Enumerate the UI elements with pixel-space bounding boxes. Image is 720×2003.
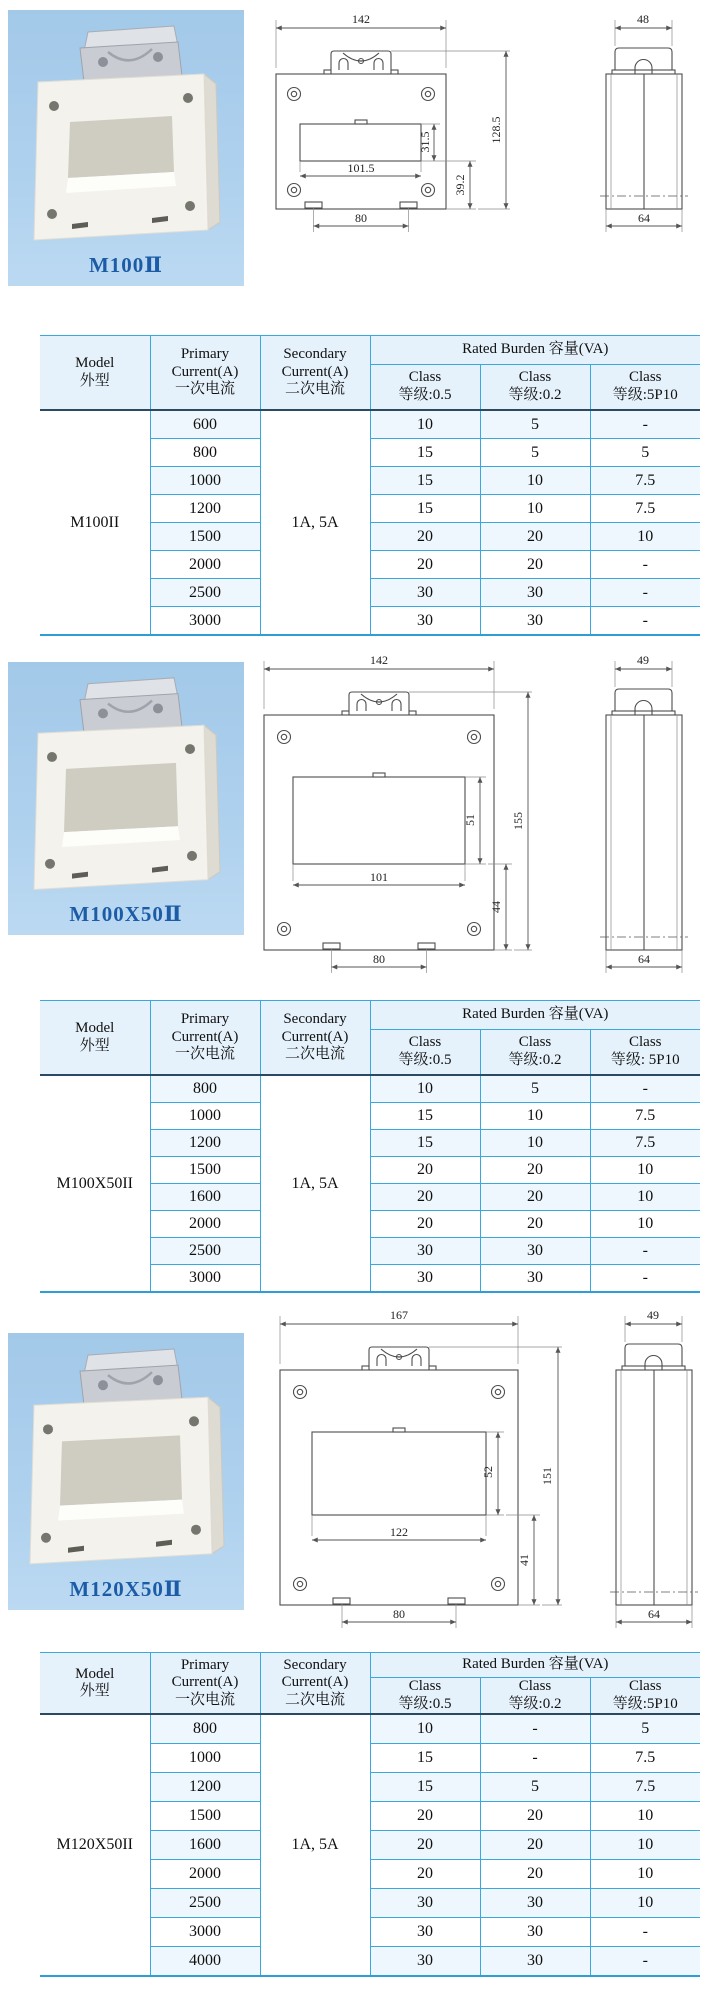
class02-cell: 5	[480, 1773, 590, 1802]
col-header-model: Model 外型	[40, 1001, 150, 1075]
class5p10-cell: 10	[590, 523, 700, 551]
primary-cell: 2500	[150, 1238, 260, 1265]
window-outline	[293, 777, 465, 864]
class02-cell: 5	[480, 439, 590, 467]
class5p10-cell: 7.5	[590, 1103, 700, 1130]
dim-bottom: 39.2	[453, 174, 467, 196]
dim-width: 167	[390, 1308, 408, 1322]
front-view-drawing-m100x50ii	[248, 645, 568, 981]
class02-cell: 30	[480, 1918, 590, 1947]
class05-cell: 15	[370, 1744, 480, 1773]
dim-bottom: 41	[517, 1554, 531, 1566]
col-header-primary: Primary Current(A) 一次电流	[150, 1653, 260, 1714]
primary-cell: 1600	[150, 1184, 260, 1211]
col-header-secondary: Secondary Current(A) 二次电流	[260, 1001, 370, 1075]
class5p10-cell: 7.5	[590, 467, 700, 495]
class05-cell: 20	[370, 1184, 480, 1211]
terminal-block	[80, 1349, 182, 1405]
window-outline	[300, 124, 421, 161]
front-view-drawing-m120x50ii	[250, 1300, 605, 1640]
dim-height: 155	[511, 812, 525, 830]
class02-cell: 5	[480, 1075, 590, 1103]
primary-cell: 2500	[150, 579, 260, 607]
table-header	[40, 1001, 700, 1075]
class02-cell: 20	[480, 1184, 590, 1211]
model-label: M100X50Ⅱ	[69, 902, 183, 926]
class02-cell: 20	[480, 523, 590, 551]
class5p10-cell: -	[590, 1265, 700, 1292]
class05-cell: 20	[370, 1860, 480, 1889]
class5p10-cell: 7.5	[590, 1744, 700, 1773]
class05-cell: 10	[370, 410, 480, 439]
col-header-model: Model 外型	[40, 1653, 150, 1714]
class05-cell: 20	[370, 1157, 480, 1184]
table-header	[40, 336, 700, 410]
primary-cell: 800	[150, 1714, 260, 1744]
col-header-class5p10: Class 等级: 5P10	[590, 1030, 700, 1076]
dim-mount: 80	[393, 1607, 405, 1621]
table-header	[40, 1653, 700, 1714]
primary-cell: 3000	[150, 607, 260, 635]
dim-bottom: 44	[489, 901, 503, 913]
spec-table-m100x50ii	[40, 1000, 700, 1293]
spec-table-m120x50ii	[40, 1652, 700, 1977]
class5p10-cell: 10	[590, 1860, 700, 1889]
product-photo	[8, 662, 244, 935]
col-header-burden: Rated Burden 容量(VA)	[370, 1653, 700, 1678]
dim-inner-width: 101	[370, 870, 388, 884]
model-cell: M120X50II	[40, 1714, 150, 1975]
class5p10-cell: 7.5	[590, 495, 700, 523]
dim-side-bottom: 64	[648, 1607, 660, 1621]
model-cell: M100II	[40, 410, 150, 634]
transformer-body	[30, 1397, 224, 1564]
terminal-cap	[342, 692, 416, 716]
table-row	[40, 410, 700, 439]
col-header-class05: Class 等级:0.5	[370, 1678, 480, 1715]
product-photo	[8, 1333, 244, 1610]
dim-side-bottom: 64	[638, 952, 650, 966]
col-header-class5p10: Class 等级:5P10	[590, 1678, 700, 1715]
primary-cell: 1200	[150, 495, 260, 523]
model-label: M120X50Ⅱ	[69, 1577, 183, 1601]
col-header-class02: Class 等级:0.2	[480, 1030, 590, 1076]
dim-inner-height: 51	[463, 814, 477, 826]
class5p10-cell: 10	[590, 1184, 700, 1211]
class05-cell: 15	[370, 467, 480, 495]
primary-cell: 800	[150, 1075, 260, 1103]
primary-cell: 600	[150, 410, 260, 439]
secondary-cell: 1A, 5A	[260, 1714, 370, 1975]
window-opening	[68, 116, 174, 178]
class02-cell: 30	[480, 1947, 590, 1976]
dim-width: 142	[352, 12, 370, 26]
class05-cell: 30	[370, 1238, 480, 1265]
dim-inner-width: 122	[390, 1525, 408, 1539]
window-outline	[312, 1432, 486, 1515]
class05-cell: 15	[370, 1773, 480, 1802]
class02-cell: 20	[480, 1157, 590, 1184]
class05-cell: 30	[370, 607, 480, 635]
front-view-drawing-m100ii	[248, 4, 568, 236]
col-header-class05: Class 等级:0.5	[370, 1030, 480, 1076]
window-opening	[64, 763, 178, 832]
dim-side-top: 48	[637, 12, 649, 26]
primary-cell: 1000	[150, 467, 260, 495]
class05-cell: 15	[370, 1130, 480, 1157]
class02-cell: 10	[480, 467, 590, 495]
col-header-burden: Rated Burden 容量(VA)	[370, 336, 700, 365]
class5p10-cell: 5	[590, 1714, 700, 1744]
col-header-model: Model 外型	[40, 336, 150, 410]
class05-cell: 20	[370, 1802, 480, 1831]
window-opening	[60, 1435, 182, 1505]
dim-inner-height: 52	[481, 1466, 495, 1478]
class05-cell: 20	[370, 1831, 480, 1860]
primary-cell: 3000	[150, 1918, 260, 1947]
class05-cell: 30	[370, 1265, 480, 1292]
class5p10-cell: -	[590, 551, 700, 579]
primary-cell: 1000	[150, 1103, 260, 1130]
class05-cell: 10	[370, 1714, 480, 1744]
col-header-primary: Primary Current(A) 一次电流	[150, 1001, 260, 1075]
primary-cell: 2000	[150, 551, 260, 579]
dim-side-top: 49	[637, 653, 649, 667]
class02-cell: 30	[480, 1238, 590, 1265]
class05-cell: 15	[370, 1103, 480, 1130]
class05-cell: 30	[370, 1918, 480, 1947]
dim-side-top: 49	[647, 1308, 659, 1322]
class5p10-cell: 10	[590, 1889, 700, 1918]
class02-cell: 30	[480, 579, 590, 607]
col-header-class05: Class 等级:0.5	[370, 365, 480, 411]
terminal-block	[80, 678, 182, 733]
primary-cell: 1500	[150, 523, 260, 551]
col-header-class5p10: Class 等级:5P10	[590, 365, 700, 411]
class05-cell: 15	[370, 439, 480, 467]
class02-cell: 20	[480, 1802, 590, 1831]
class5p10-cell: -	[590, 1075, 700, 1103]
spec-table-m100ii	[40, 335, 700, 636]
side-view-drawing-m100ii	[580, 4, 710, 236]
col-header-secondary: Secondary Current(A) 二次电流	[260, 336, 370, 410]
class5p10-cell: -	[590, 1947, 700, 1976]
dim-width: 142	[370, 653, 388, 667]
side-view-drawing-m100x50ii	[580, 645, 710, 981]
primary-cell: 2500	[150, 1889, 260, 1918]
primary-cell: 1000	[150, 1744, 260, 1773]
class02-cell: -	[480, 1714, 590, 1744]
class02-cell: -	[480, 1744, 590, 1773]
col-header-burden: Rated Burden 容量(VA)	[370, 1001, 700, 1030]
product-photo-panel-m120x50ii	[8, 1333, 244, 1610]
class02-cell: 30	[480, 1265, 590, 1292]
primary-cell: 1600	[150, 1831, 260, 1860]
class5p10-cell: 7.5	[590, 1130, 700, 1157]
primary-cell: 1200	[150, 1130, 260, 1157]
secondary-cell: 1A, 5A	[260, 410, 370, 634]
class05-cell: 20	[370, 1211, 480, 1238]
class02-cell: 10	[480, 495, 590, 523]
model-label: M100Ⅱ	[88, 253, 164, 277]
class5p10-cell: -	[590, 1238, 700, 1265]
class5p10-cell: 10	[590, 1802, 700, 1831]
primary-cell: 2000	[150, 1211, 260, 1238]
col-header-class02: Class 等级:0.2	[480, 365, 590, 411]
class5p10-cell: 10	[590, 1157, 700, 1184]
product-photo	[8, 10, 244, 286]
class05-cell: 15	[370, 495, 480, 523]
transformer-body	[34, 725, 220, 889]
class02-cell: 10	[480, 1103, 590, 1130]
col-header-primary: Primary Current(A) 一次电流	[150, 336, 260, 410]
transformer-body	[34, 74, 220, 240]
secondary-cell: 1A, 5A	[260, 1075, 370, 1291]
primary-cell: 3000	[150, 1265, 260, 1292]
class02-cell: 20	[480, 1860, 590, 1889]
class05-cell: 30	[370, 1947, 480, 1976]
class05-cell: 10	[370, 1075, 480, 1103]
class02-cell: 30	[480, 1889, 590, 1918]
product-photo-panel-m100ii	[8, 10, 244, 286]
table-row	[40, 1075, 700, 1103]
class02-cell: 20	[480, 1831, 590, 1860]
class5p10-cell: -	[590, 607, 700, 635]
class05-cell: 30	[370, 1889, 480, 1918]
dim-mount: 80	[355, 211, 367, 225]
class02-cell: 10	[480, 1130, 590, 1157]
class5p10-cell: -	[590, 410, 700, 439]
class5p10-cell: 10	[590, 1211, 700, 1238]
class5p10-cell: -	[590, 579, 700, 607]
class05-cell: 30	[370, 579, 480, 607]
dim-height: 151	[540, 1467, 554, 1485]
primary-cell: 1500	[150, 1157, 260, 1184]
primary-cell: 800	[150, 439, 260, 467]
col-header-secondary: Secondary Current(A) 二次电流	[260, 1653, 370, 1714]
dim-inner-width: 101.5	[347, 161, 375, 175]
terminal-block	[80, 26, 182, 82]
class5p10-cell: 10	[590, 1831, 700, 1860]
primary-cell: 1500	[150, 1802, 260, 1831]
primary-cell: 4000	[150, 1947, 260, 1976]
product-photo-panel-m100x50ii	[8, 662, 244, 935]
dim-height: 128.5	[489, 116, 503, 144]
side-view-drawing-m120x50ii	[590, 1300, 720, 1640]
table-row	[40, 1714, 700, 1744]
col-header-class02: Class 等级:0.2	[480, 1678, 590, 1715]
primary-cell: 1200	[150, 1773, 260, 1802]
class5p10-cell: 7.5	[590, 1773, 700, 1802]
class02-cell: 5	[480, 410, 590, 439]
dim-side-bottom: 64	[638, 211, 650, 225]
model-cell: M100X50II	[40, 1075, 150, 1291]
class5p10-cell: 5	[590, 439, 700, 467]
dim-inner-height: 31.5	[418, 131, 432, 153]
class05-cell: 20	[370, 551, 480, 579]
class02-cell: 30	[480, 607, 590, 635]
terminal-cap	[324, 51, 398, 75]
class02-cell: 20	[480, 551, 590, 579]
primary-cell: 2000	[150, 1860, 260, 1889]
class05-cell: 20	[370, 523, 480, 551]
class02-cell: 20	[480, 1211, 590, 1238]
terminal-cap	[362, 1347, 436, 1371]
dim-mount: 80	[373, 952, 385, 966]
class5p10-cell: -	[590, 1918, 700, 1947]
